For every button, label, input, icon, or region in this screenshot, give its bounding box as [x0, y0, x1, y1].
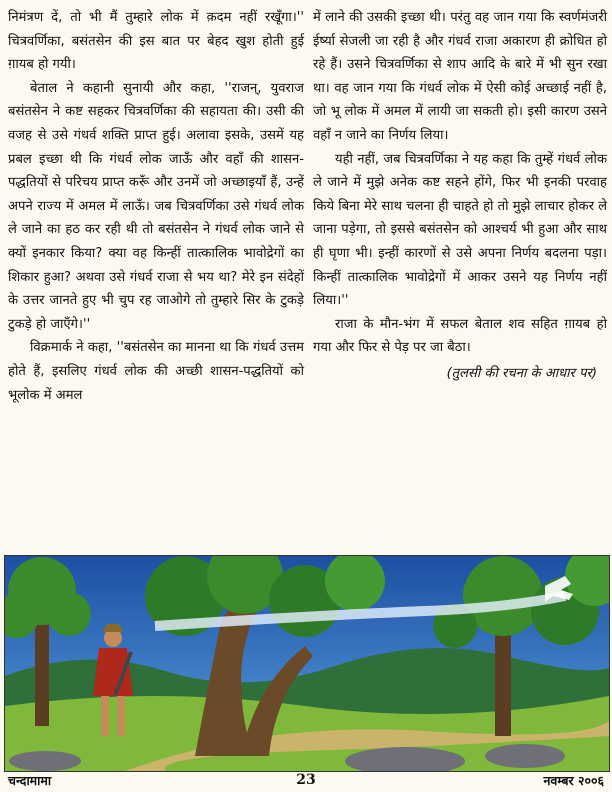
left-column: [8, 6, 304, 407]
story-illustration: [4, 555, 610, 772]
paragraph-1: निमंत्रण दें, तो भी मैं तुम्हारे लोक में क़दम नहीं रखूँगा।'' चित्रवर्णिका, बसंतसेन की इस बात पर बेहद खुश होती हुई ग़ायब हो गयी।: [8, 10, 304, 73]
right-column: [313, 6, 607, 386]
paragraph-6: राजा के मौन-भंग में सफल बेताल शव सहित ग़ायब हो गया और फिर से पेड़ पर जा बैठा।: [313, 316, 607, 356]
magazine-name: चन्दामामा: [8, 773, 52, 788]
paragraph-2: बेताल ने कहानी सुनायी और कहा, ''राजन्, युवराज बसंतसेन ने कष्ट सहकर चित्रवर्णिका की सहायता की। उसी की वजह से उसे गंधर्व शक्ति प्राप्त हुई। अलावा इसके, उसमें यह प्रबल इच्छा थी कि गंधर्व लोक जाऊँ और वहाँ की शासन-पद्धतियों से परिचय प्राप्त करूँ और उनमें जो अच्छाइयाँ हैं, उन्हें अपने राज्य में अमल में लाऊँ। जब चित्रवर्णिका उसे गंधर्व लोक ले जाने का हठ कर रही थी तो बसंतसेन ने गंधर्व लोक जाने से क्यों इनकार किया? क्या वह किन्हीं तात्कालिक भावोद्रेगों का शिकार हुआ? अथवा उसे गंधर्व राजा से भय था? मेरे इन संदेहों के उत्तर जानते हुए भी चुप रह जाओगे तो तुम्हारे सिर के टुकड़े टुकड़े हो जाएँगे।'': [8, 80, 304, 332]
page-footer: [8, 772, 604, 790]
source-credit: (तुलसी की रचना के आधार पर): [446, 365, 597, 381]
paragraph-5: यही नहीं, जब चित्रवर्णिका ने यह कहा कि तुम्हें गंधर्व लोक ले जाने में मुझे अनेक कष्ट सहने होंगे, फिर भी इनकी परवाह किये बिना मेरे साथ चलना ही चाहते हो तो मुझे लाचार होकर ले जाना पड़ेगा, तो इससे बसंतसेन को आश्चर्य भी हुआ और साथ ही घृणा भी। इन्हीं कारणों से उसे अपना निर्णय बदलना पड़ा। किन्हीं तात्कालिक भावोद्रेगों में आकर उसने यह निर्णय नहीं लिया।'': [313, 151, 607, 309]
issue-date: नवम्बर २००६: [543, 773, 604, 788]
paragraph-4: में लाने की उसकी इच्छा थी। परंतु वह जान गया कि स्वर्णमंजरी ईर्ष्या सेजली जा रही है और गंधर्व राजा अकारण ही क्रोधित हो रहे हैं। उसने चित्रवर्णिका से शाप आदि के बारे में भी सुन रखा था। वह जान गया कि गंधर्व लोक में ऐसी कोई अच्छाई नहीं है, जो भू लोक में अमल में लायी जा सकती हो। इसी कारण उसने वहाँ न जाने का निर्णय लिया।: [313, 10, 607, 143]
paragraph-3: विक्रमार्क ने कहा, ''बसंतसेन का मानना था कि गंधर्व उत्तम होते हैं, इसलिए गंधर्व लोक की अच्छी शासन-पद्धतियों को भूलोक में अमल: [8, 340, 304, 403]
forest-scene: [5, 556, 609, 771]
page-number: 23: [296, 772, 316, 788]
